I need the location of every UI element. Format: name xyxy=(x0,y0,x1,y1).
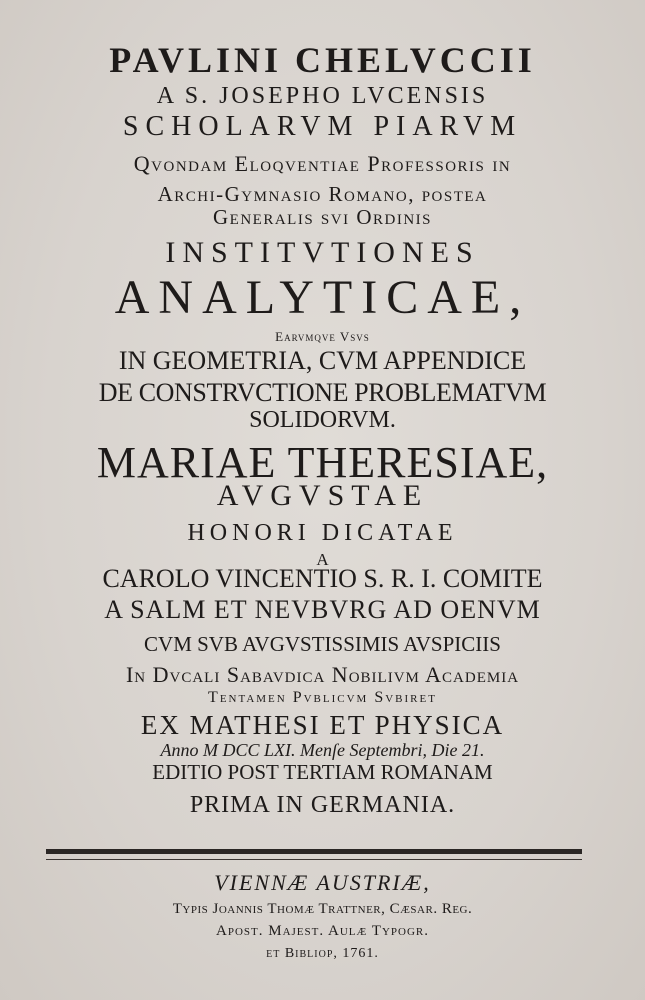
author-name: PAVLINI CHELVCCII xyxy=(109,40,536,80)
author-role-line-1: Qvondam Eloqventiae Professoris in xyxy=(133,151,512,176)
subject-line-2: DE CONSTRVCTIONE PROBLEMATVM xyxy=(98,378,547,407)
edition-line-2: PRIMA IN GERMANIA. xyxy=(189,792,456,818)
subject-line-3: SOLIDORVM. xyxy=(249,407,396,433)
ornamental-rule-thick xyxy=(46,849,582,854)
presenter-line-1: CAROLO VINCENTIO S. R. I. COMITE xyxy=(102,564,543,593)
auspices-line: CVM SVB AVGVSTISSIMIS AVSPICIIS xyxy=(144,632,501,656)
imprint-year-line: et Bibliop, 1761. xyxy=(266,946,379,961)
dedicatee-line-2: AVGVSTAE xyxy=(216,479,429,512)
author-role-line-2: Archi-Gymnasio Romano, postea xyxy=(157,182,488,206)
ornamental-rule-thin xyxy=(46,859,582,860)
dedicatee-line-1: MARIAE THERESIAE, xyxy=(96,438,549,487)
edition-line-1: EDITIO POST TERTIAM ROMANAM xyxy=(152,760,493,784)
author-role-line-3: Generalis svi Ordinis xyxy=(213,205,432,229)
usage-line: Earvmqve Vsvs xyxy=(275,329,370,344)
book-title-line-2: ANALYTICAE, xyxy=(114,271,531,324)
presenter-line-2: A SALM ET NEVBVRG AD OENVM xyxy=(104,595,541,624)
imprint-printer-line: Typis Joannis Thomæ Trattner, Cæsar. Reg. xyxy=(172,901,473,917)
academy-line: In Dvcali Sabavdica Nobilivm Academia xyxy=(125,662,520,687)
dedication-by: A xyxy=(316,550,329,569)
imprint-place: VIENNÆ AUSTRIÆ, xyxy=(214,870,431,895)
author-origin: A S. JOSEPHO LVCENSIS xyxy=(156,83,489,109)
exam-line: Tentamen Pvblicvm Svbiret xyxy=(208,689,437,706)
subject-line-1: IN GEOMETRIA, CVM APPENDICE xyxy=(118,346,527,375)
date-line: Anno M DCC LXI. Menſe Septembri, Die 21. xyxy=(160,740,485,760)
religious-order: SCHOLARVM PIARVM xyxy=(122,111,523,142)
book-title-line-1: INSTITVTIONES xyxy=(165,236,480,269)
exam-subject-line: EX MATHESI ET PHYSICA xyxy=(140,710,505,740)
imprint-title-line: Apost. Majest. Aulæ Typogr. xyxy=(216,923,429,939)
dedication-line: HONORI DICATAE xyxy=(187,520,458,546)
